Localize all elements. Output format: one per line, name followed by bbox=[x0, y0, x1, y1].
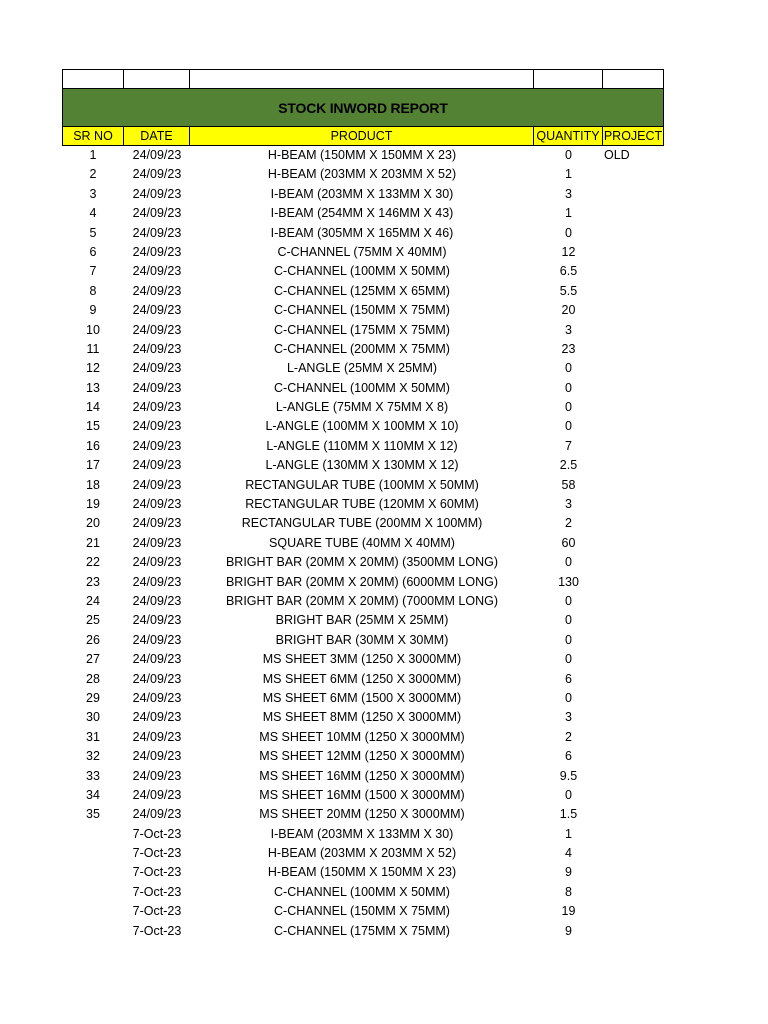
cell-sr-no[interactable]: 19 bbox=[86, 497, 100, 512]
cell-date[interactable]: 7-Oct-23 bbox=[132, 904, 182, 919]
cell-product[interactable]: H-BEAM (150MM X 150MM X 23) bbox=[267, 148, 457, 162]
cell-date[interactable]: 24/09/23 bbox=[132, 283, 182, 298]
cell-quantity[interactable]: 1 bbox=[565, 206, 572, 221]
cell-project[interactable] bbox=[603, 379, 664, 398]
cell-date[interactable]: 24/09/23 bbox=[132, 206, 182, 221]
cell-project[interactable] bbox=[603, 437, 664, 456]
cell-date[interactable]: 24/09/23 bbox=[132, 477, 182, 492]
cell-product[interactable]: MS SHEET 20MM (1250 X 3000MM) bbox=[259, 807, 465, 822]
cell-sr-no[interactable]: 13 bbox=[86, 380, 100, 395]
report-rows bbox=[62, 146, 664, 941]
table-row bbox=[62, 359, 664, 378]
cell-product[interactable]: MS SHEET 16MM (1250 X 3000MM) bbox=[259, 768, 465, 783]
table-row bbox=[62, 379, 664, 398]
table-row bbox=[62, 611, 664, 630]
cell-project[interactable] bbox=[603, 611, 664, 630]
cell-date[interactable]: 24/09/23 bbox=[132, 148, 182, 162]
cell-sr-no[interactable]: 14 bbox=[86, 400, 100, 415]
cell-date[interactable]: 24/09/23 bbox=[132, 516, 182, 531]
cell-sr-no[interactable]: 17 bbox=[86, 458, 100, 473]
cell-quantity[interactable]: 9 bbox=[565, 923, 572, 938]
cell-date[interactable]: 24/09/23 bbox=[132, 264, 182, 279]
table-row bbox=[62, 689, 664, 708]
cell-product[interactable]: H-BEAM (203MM X 203MM X 52) bbox=[267, 846, 457, 861]
cell-product[interactable]: L-ANGLE (25MM X 25MM) bbox=[286, 361, 438, 376]
cell-sr-no[interactable]: 16 bbox=[86, 438, 100, 453]
cell-project[interactable] bbox=[603, 534, 664, 553]
cell-project[interactable] bbox=[603, 224, 664, 243]
cell-project[interactable] bbox=[603, 573, 664, 592]
cell-sr-no[interactable]: 20 bbox=[86, 516, 100, 531]
cell-quantity[interactable]: 1 bbox=[565, 826, 572, 841]
cell-date[interactable]: 24/09/23 bbox=[132, 400, 182, 415]
cell-sr-no[interactable]: 4 bbox=[89, 206, 97, 221]
table-row bbox=[62, 708, 664, 727]
cell-quantity[interactable]: 3 bbox=[565, 186, 572, 201]
cell-sr-no[interactable]: 23 bbox=[86, 574, 100, 589]
cell-project[interactable] bbox=[603, 767, 664, 786]
cell-date[interactable]: 24/09/23 bbox=[132, 613, 182, 628]
cell-sr-no[interactable] bbox=[62, 863, 124, 882]
table-row bbox=[62, 398, 664, 417]
cell-project[interactable] bbox=[603, 592, 664, 611]
table-row bbox=[62, 883, 664, 902]
cell-product[interactable]: RECTANGULAR TUBE (100MM X 50MM) bbox=[245, 477, 479, 492]
cell-product[interactable]: L-ANGLE (130MM X 130MM X 12) bbox=[265, 458, 459, 473]
table-row bbox=[62, 321, 664, 340]
cell-quantity[interactable]: 0 bbox=[565, 652, 572, 667]
header-date[interactable]: DATE bbox=[124, 127, 190, 146]
table-row bbox=[62, 456, 664, 475]
cell-product[interactable]: MS SHEET 3MM (1250 X 3000MM) bbox=[262, 652, 462, 667]
cell-project[interactable] bbox=[603, 922, 664, 941]
cell-quantity[interactable]: 19 bbox=[561, 904, 576, 919]
cell-product[interactable]: I-BEAM (203MM X 133MM X 30) bbox=[270, 186, 454, 201]
cell-product[interactable]: C-CHANNEL (150MM X 75MM) bbox=[274, 303, 450, 318]
table-row bbox=[62, 863, 664, 882]
cell-product[interactable]: L-ANGLE (100MM X 100MM X 10) bbox=[265, 419, 459, 434]
cell-quantity[interactable]: 6.5 bbox=[559, 264, 578, 279]
cell-project[interactable] bbox=[603, 844, 664, 863]
cell-sr-no[interactable]: 24 bbox=[86, 593, 100, 608]
cell-date[interactable]: 7-Oct-23 bbox=[132, 865, 182, 880]
cell-quantity[interactable]: 3 bbox=[565, 497, 572, 512]
table-row bbox=[62, 767, 664, 786]
cell-quantity[interactable]: 0 bbox=[565, 400, 572, 415]
cell-date[interactable]: 24/09/23 bbox=[132, 787, 182, 802]
cell-project[interactable] bbox=[603, 689, 664, 708]
table-row bbox=[62, 262, 664, 281]
header-project[interactable]: PROJECT bbox=[603, 127, 664, 146]
cell-product[interactable]: MS SHEET 6MM (1500 X 3000MM) bbox=[262, 690, 462, 705]
cell-sr-no[interactable]: 5 bbox=[89, 225, 97, 240]
cell-project[interactable] bbox=[603, 204, 664, 223]
cell-date[interactable]: 24/09/23 bbox=[132, 710, 182, 725]
cell-project[interactable] bbox=[603, 398, 664, 417]
table-row bbox=[62, 476, 664, 495]
cell-date[interactable]: 24/09/23 bbox=[132, 632, 182, 647]
cell-sr-no[interactable]: 8 bbox=[89, 283, 97, 298]
table-row bbox=[62, 747, 664, 766]
cell-quantity[interactable]: 3 bbox=[565, 710, 572, 725]
cell-quantity[interactable]: 3 bbox=[565, 322, 572, 337]
table-row bbox=[62, 514, 664, 533]
blank-cell[interactable] bbox=[603, 69, 664, 89]
cell-product[interactable]: BRIGHT BAR (20MM X 20MM) (6000MM LONG) bbox=[225, 574, 499, 589]
cell-quantity[interactable]: 4 bbox=[565, 846, 572, 861]
cell-date[interactable]: 24/09/23 bbox=[132, 186, 182, 201]
cell-product[interactable]: BRIGHT BAR (30MM X 30MM) bbox=[275, 632, 449, 647]
cell-product[interactable]: MS SHEET 8MM (1250 X 3000MM) bbox=[262, 710, 462, 725]
cell-quantity[interactable]: 2 bbox=[565, 516, 572, 531]
cell-product[interactable]: C-CHANNEL (100MM X 50MM) bbox=[274, 884, 450, 899]
cell-date[interactable]: 24/09/23 bbox=[132, 458, 182, 473]
header-row bbox=[62, 127, 664, 146]
table-row bbox=[62, 631, 664, 650]
cell-sr-no[interactable]: 31 bbox=[86, 729, 100, 744]
cell-project[interactable] bbox=[603, 650, 664, 669]
cell-project[interactable] bbox=[603, 417, 664, 436]
cell-date[interactable]: 24/09/23 bbox=[132, 593, 182, 608]
stock-report-sheet bbox=[62, 69, 664, 941]
cell-quantity[interactable]: 0 bbox=[565, 148, 572, 162]
cell-date[interactable]: 24/09/23 bbox=[132, 438, 182, 453]
cell-quantity[interactable]: 20 bbox=[561, 303, 576, 318]
cell-date[interactable]: 24/09/23 bbox=[132, 652, 182, 667]
table-row bbox=[62, 922, 664, 941]
cell-project[interactable] bbox=[603, 282, 664, 301]
cell-quantity[interactable]: 2.5 bbox=[559, 458, 578, 473]
cell-sr-no[interactable]: 3 bbox=[89, 186, 97, 201]
cell-quantity[interactable]: 0 bbox=[565, 690, 572, 705]
cell-quantity[interactable]: 7 bbox=[565, 438, 572, 453]
cell-product[interactable]: I-BEAM (203MM X 133MM X 30) bbox=[270, 826, 454, 841]
report-title-bar[interactable] bbox=[62, 89, 664, 127]
cell-date[interactable]: 24/09/23 bbox=[132, 419, 182, 434]
cell-quantity[interactable]: 1 bbox=[565, 167, 572, 182]
cell-date[interactable]: 24/09/23 bbox=[132, 535, 182, 550]
cell-date[interactable]: 7-Oct-23 bbox=[132, 923, 182, 938]
header-product[interactable]: PRODUCT bbox=[190, 127, 534, 146]
cell-project[interactable] bbox=[603, 262, 664, 281]
cell-project[interactable] bbox=[603, 243, 664, 262]
cell-sr-no[interactable] bbox=[62, 902, 124, 921]
cell-date[interactable]: 24/09/23 bbox=[132, 768, 182, 783]
cell-quantity[interactable]: 2 bbox=[565, 729, 572, 744]
cell-sr-no[interactable]: 33 bbox=[86, 768, 100, 783]
blank-top-row bbox=[62, 69, 664, 89]
cell-project[interactable] bbox=[603, 805, 664, 824]
cell-product[interactable]: I-BEAM (305MM X 165MM X 46) bbox=[270, 225, 454, 240]
header-sr-no[interactable]: SR NO bbox=[62, 127, 124, 146]
cell-product[interactable]: BRIGHT BAR (25MM X 25MM) bbox=[275, 613, 449, 628]
table-row bbox=[62, 844, 664, 863]
cell-product[interactable]: MS SHEET 10MM (1250 X 3000MM) bbox=[259, 729, 465, 744]
table-row bbox=[62, 340, 664, 359]
cell-sr-no[interactable]: 21 bbox=[86, 535, 100, 550]
cell-date[interactable]: 24/09/23 bbox=[132, 380, 182, 395]
cell-quantity[interactable]: 9 bbox=[565, 865, 572, 880]
cell-quantity[interactable]: 60 bbox=[561, 535, 576, 550]
cell-sr-no[interactable]: 9 bbox=[89, 303, 97, 318]
cell-sr-no[interactable] bbox=[62, 922, 124, 941]
cell-sr-no[interactable]: 11 bbox=[86, 341, 100, 356]
cell-date[interactable]: 24/09/23 bbox=[132, 244, 182, 259]
cell-date[interactable]: 24/09/23 bbox=[132, 225, 182, 240]
cell-quantity[interactable]: 5.5 bbox=[559, 283, 578, 298]
table-row bbox=[62, 204, 664, 223]
cell-product[interactable]: MS SHEET 16MM (1500 X 3000MM) bbox=[259, 787, 465, 802]
cell-product[interactable]: BRIGHT BAR (20MM X 20MM) (3500MM LONG) bbox=[225, 555, 499, 570]
cell-project[interactable] bbox=[603, 708, 664, 727]
cell-product[interactable]: C-CHANNEL (75MM X 40MM) bbox=[277, 244, 447, 259]
cell-date[interactable]: 24/09/23 bbox=[132, 341, 182, 356]
cell-sr-no[interactable]: 27 bbox=[86, 652, 100, 667]
table-row bbox=[62, 437, 664, 456]
cell-sr-no[interactable]: 15 bbox=[86, 419, 100, 434]
table-row bbox=[62, 805, 664, 824]
cell-quantity[interactable]: 0 bbox=[565, 613, 572, 628]
table-row bbox=[62, 495, 664, 514]
table-row bbox=[62, 728, 664, 747]
cell-project[interactable] bbox=[603, 786, 664, 805]
cell-product[interactable]: C-CHANNEL (125MM X 65MM) bbox=[274, 283, 450, 298]
cell-sr-no[interactable]: 34 bbox=[86, 787, 100, 802]
cell-sr-no[interactable]: 28 bbox=[86, 671, 100, 686]
cell-quantity[interactable]: 6 bbox=[565, 749, 572, 764]
cell-quantity[interactable]: 0 bbox=[565, 225, 572, 240]
cell-product[interactable]: C-CHANNEL (100MM X 50MM) bbox=[274, 264, 450, 279]
cell-project[interactable] bbox=[603, 863, 664, 882]
cell-product[interactable]: I-BEAM (254MM X 146MM X 43) bbox=[270, 206, 454, 221]
cell-sr-no[interactable]: 18 bbox=[86, 477, 100, 492]
cell-project[interactable] bbox=[603, 728, 664, 747]
cell-quantity[interactable]: 0 bbox=[565, 632, 572, 647]
table-row bbox=[62, 417, 664, 436]
cell-sr-no[interactable] bbox=[62, 825, 124, 844]
cell-project[interactable] bbox=[603, 495, 664, 514]
header-quantity[interactable]: QUANTITY bbox=[534, 127, 603, 146]
cell-quantity[interactable]: 12 bbox=[561, 244, 576, 259]
cell-project[interactable] bbox=[603, 747, 664, 766]
cell-product[interactable]: SQUARE TUBE (40MM X 40MM) bbox=[269, 535, 455, 550]
cell-project[interactable] bbox=[603, 359, 664, 378]
cell-product[interactable]: RECTANGULAR TUBE (120MM X 60MM) bbox=[245, 497, 479, 512]
blank-cell[interactable] bbox=[534, 69, 603, 89]
cell-product[interactable]: C-CHANNEL (175MM X 75MM) bbox=[274, 322, 450, 337]
cell-quantity[interactable]: 58 bbox=[561, 477, 576, 492]
blank-cell[interactable] bbox=[62, 69, 124, 89]
cell-project[interactable] bbox=[603, 825, 664, 844]
cell-project[interactable] bbox=[603, 456, 664, 475]
table-row bbox=[62, 670, 664, 689]
cell-project[interactable] bbox=[603, 883, 664, 902]
table-row bbox=[62, 224, 664, 243]
cell-project[interactable] bbox=[603, 631, 664, 650]
cell-product[interactable]: C-CHANNEL (100MM X 50MM) bbox=[274, 380, 450, 395]
cell-quantity[interactable]: 0 bbox=[565, 593, 572, 608]
cell-product[interactable]: MS SHEET 12MM (1250 X 3000MM) bbox=[259, 749, 465, 764]
cell-date[interactable]: 7-Oct-23 bbox=[132, 846, 182, 861]
table-row bbox=[62, 146, 664, 165]
cell-sr-no[interactable]: 30 bbox=[86, 710, 100, 725]
cell-sr-no[interactable]: 12 bbox=[86, 361, 100, 376]
cell-quantity[interactable]: 130 bbox=[558, 574, 579, 589]
cell-quantity[interactable]: 8 bbox=[565, 884, 572, 899]
table-row bbox=[62, 534, 664, 553]
report-title: STOCK INWORD REPORT bbox=[278, 99, 448, 116]
cell-date[interactable]: 7-Oct-23 bbox=[132, 884, 182, 899]
cell-product[interactable]: L-ANGLE (110MM X 110MM X 12) bbox=[266, 438, 458, 453]
table-row bbox=[62, 902, 664, 921]
cell-date[interactable]: 24/09/23 bbox=[132, 807, 182, 822]
cell-sr-no[interactable]: 35 bbox=[86, 807, 100, 822]
cell-project[interactable] bbox=[603, 185, 664, 204]
table-row bbox=[62, 825, 664, 844]
cell-quantity[interactable]: 0 bbox=[565, 361, 572, 376]
cell-product[interactable]: C-CHANNEL (175MM X 75MM) bbox=[274, 923, 450, 938]
cell-date[interactable]: 24/09/23 bbox=[132, 749, 182, 764]
table-row bbox=[62, 650, 664, 669]
cell-quantity[interactable]: 0 bbox=[565, 555, 572, 570]
cell-product[interactable]: C-CHANNEL (150MM X 75MM) bbox=[274, 904, 450, 919]
cell-sr-no[interactable]: 10 bbox=[86, 322, 100, 337]
cell-product[interactable]: L-ANGLE (75MM X 75MM X 8) bbox=[275, 400, 449, 415]
cell-date[interactable]: 24/09/23 bbox=[132, 690, 182, 705]
table-row bbox=[62, 553, 664, 572]
cell-product[interactable]: BRIGHT BAR (20MM X 20MM) (7000MM LONG) bbox=[225, 593, 499, 608]
cell-sr-no[interactable] bbox=[62, 844, 124, 863]
cell-quantity[interactable]: 23 bbox=[561, 341, 576, 356]
table-row bbox=[62, 786, 664, 805]
cell-quantity[interactable]: 6 bbox=[565, 671, 572, 686]
table-row bbox=[62, 165, 664, 184]
cell-project[interactable] bbox=[603, 553, 664, 572]
table-row bbox=[62, 592, 664, 611]
cell-project[interactable] bbox=[603, 321, 664, 340]
cell-quantity[interactable]: 1.5 bbox=[559, 807, 578, 822]
cell-sr-no[interactable]: 1 bbox=[89, 148, 97, 162]
cell-project[interactable] bbox=[603, 340, 664, 359]
cell-project[interactable] bbox=[603, 902, 664, 921]
table-row bbox=[62, 282, 664, 301]
cell-quantity[interactable]: 0 bbox=[565, 787, 572, 802]
cell-date[interactable]: 24/09/23 bbox=[132, 361, 182, 376]
cell-product[interactable]: C-CHANNEL (200MM X 75MM) bbox=[274, 341, 450, 356]
cell-product[interactable]: MS SHEET 6MM (1250 X 3000MM) bbox=[262, 671, 462, 686]
cell-date[interactable]: 24/09/23 bbox=[132, 555, 182, 570]
cell-sr-no[interactable]: 29 bbox=[86, 690, 100, 705]
cell-sr-no[interactable]: 25 bbox=[86, 613, 100, 628]
cell-sr-no[interactable]: 32 bbox=[86, 749, 100, 764]
cell-sr-no[interactable]: 7 bbox=[89, 264, 97, 279]
cell-sr-no[interactable] bbox=[62, 883, 124, 902]
cell-date[interactable]: 24/09/23 bbox=[132, 671, 182, 686]
cell-sr-no[interactable]: 22 bbox=[86, 555, 100, 570]
cell-project[interactable]: OLD bbox=[604, 148, 630, 162]
cell-quantity[interactable]: 9.5 bbox=[559, 768, 578, 783]
cell-sr-no[interactable]: 2 bbox=[89, 167, 97, 182]
cell-quantity[interactable]: 0 bbox=[565, 419, 572, 434]
cell-sr-no[interactable]: 6 bbox=[89, 244, 97, 259]
cell-product[interactable]: H-BEAM (203MM X 203MM X 52) bbox=[267, 167, 457, 182]
cell-project[interactable] bbox=[603, 670, 664, 689]
cell-date[interactable]: 24/09/23 bbox=[132, 497, 182, 512]
cell-date[interactable]: 24/09/23 bbox=[132, 303, 182, 318]
cell-project[interactable] bbox=[603, 165, 664, 184]
cell-date[interactable]: 24/09/23 bbox=[132, 574, 182, 589]
cell-product[interactable]: RECTANGULAR TUBE (200MM X 100MM) bbox=[241, 516, 483, 531]
cell-product[interactable]: H-BEAM (150MM X 150MM X 23) bbox=[267, 865, 457, 880]
cell-date[interactable]: 24/09/23 bbox=[132, 322, 182, 337]
table-row bbox=[62, 185, 664, 204]
cell-sr-no[interactable]: 26 bbox=[86, 632, 100, 647]
cell-date[interactable]: 24/09/23 bbox=[132, 167, 182, 182]
blank-cell[interactable] bbox=[124, 69, 190, 89]
table-row bbox=[62, 243, 664, 262]
cell-project[interactable] bbox=[603, 476, 664, 495]
cell-project[interactable] bbox=[603, 514, 664, 533]
cell-date[interactable]: 7-Oct-23 bbox=[132, 826, 182, 841]
cell-project[interactable] bbox=[603, 301, 664, 320]
table-row bbox=[62, 301, 664, 320]
cell-date[interactable]: 24/09/23 bbox=[132, 729, 182, 744]
cell-quantity[interactable]: 0 bbox=[565, 380, 572, 395]
table-row bbox=[62, 573, 664, 592]
blank-cell[interactable] bbox=[190, 69, 534, 89]
